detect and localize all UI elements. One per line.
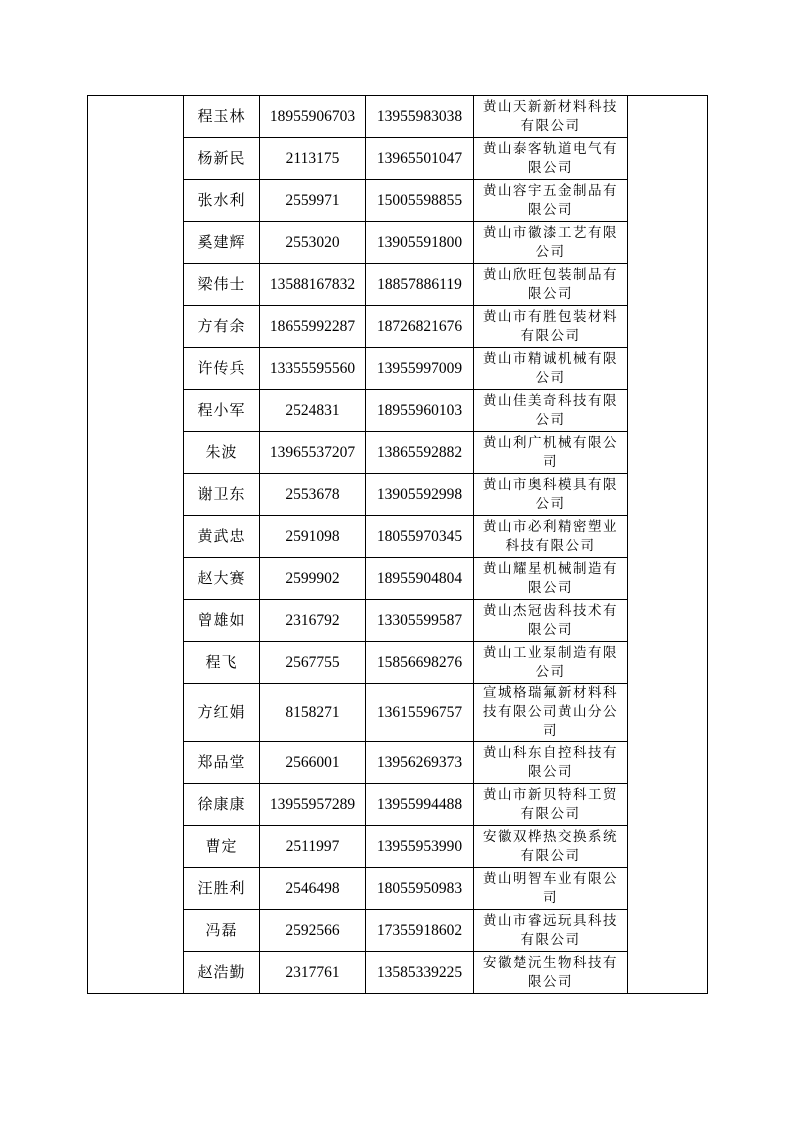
office-phone-cell: 13965537207 [260, 432, 366, 474]
company-name-cell: 黄山工业泵制造有限公司 [474, 642, 628, 684]
mobile-phone-cell: 15005598855 [366, 180, 474, 222]
office-phone-cell: 13955957289 [260, 784, 366, 826]
contact-name-cell: 方有余 [184, 306, 260, 348]
mobile-phone-cell: 13955997009 [366, 348, 474, 390]
company-name-cell: 安徽双桦热交换系统有限公司 [474, 826, 628, 868]
office-phone-cell: 2592566 [260, 910, 366, 952]
office-phone-cell: 18955906703 [260, 96, 366, 138]
office-phone-cell: 18655992287 [260, 306, 366, 348]
contact-name-cell: 梁伟士 [184, 264, 260, 306]
contact-name-cell: 赵浩勤 [184, 952, 260, 994]
company-name-cell: 安徽楚沅生物科技有限公司 [474, 952, 628, 994]
mobile-phone-cell: 13905591800 [366, 222, 474, 264]
mobile-phone-cell: 13955953990 [366, 826, 474, 868]
office-phone-cell: 8158271 [260, 684, 366, 742]
mobile-phone-cell: 18955960103 [366, 390, 474, 432]
office-phone-cell: 2567755 [260, 642, 366, 684]
contact-name-cell: 程飞 [184, 642, 260, 684]
company-name-cell: 宣城格瑞氟新材料科技有限公司黄山分公司 [474, 684, 628, 742]
table-row [88, 96, 708, 138]
company-name-cell: 黄山市奥科模具有限公司 [474, 474, 628, 516]
mobile-phone-cell: 13956269373 [366, 742, 474, 784]
mobile-phone-cell: 18055970345 [366, 516, 474, 558]
mobile-phone-cell: 13585339225 [366, 952, 474, 994]
company-name-cell: 黄山市新贝特科工贸有限公司 [474, 784, 628, 826]
office-phone-cell: 2553678 [260, 474, 366, 516]
contact-name-cell: 程玉林 [184, 96, 260, 138]
contact-name-cell: 冯磊 [184, 910, 260, 952]
office-phone-cell: 13355595560 [260, 348, 366, 390]
mobile-phone-cell: 18857886119 [366, 264, 474, 306]
mobile-phone-cell: 13905592998 [366, 474, 474, 516]
office-phone-cell: 2566001 [260, 742, 366, 784]
contact-name-cell: 许传兵 [184, 348, 260, 390]
mobile-phone-cell: 13965501047 [366, 138, 474, 180]
contact-name-cell: 汪胜利 [184, 868, 260, 910]
office-phone-cell: 2524831 [260, 390, 366, 432]
company-name-cell: 黄山市有胜包装材料有限公司 [474, 306, 628, 348]
office-phone-cell: 2599902 [260, 558, 366, 600]
office-phone-cell: 2553020 [260, 222, 366, 264]
company-name-cell: 黄山杰冠齿科技术有限公司 [474, 600, 628, 642]
contact-name-cell: 杨新民 [184, 138, 260, 180]
mobile-phone-cell: 13955983038 [366, 96, 474, 138]
contact-name-cell: 郑品堂 [184, 742, 260, 784]
contact-name-cell: 徐康康 [184, 784, 260, 826]
mobile-phone-cell: 13305599587 [366, 600, 474, 642]
company-name-cell: 黄山市睿远玩具科技有限公司 [474, 910, 628, 952]
contact-name-cell: 曾雄如 [184, 600, 260, 642]
contact-name-cell: 张水利 [184, 180, 260, 222]
office-phone-cell: 2316792 [260, 600, 366, 642]
company-name-cell: 黄山市必利精密塑业科技有限公司 [474, 516, 628, 558]
office-phone-cell: 2559971 [260, 180, 366, 222]
mobile-phone-cell: 18726821676 [366, 306, 474, 348]
company-name-cell: 黄山利广机械有限公司 [474, 432, 628, 474]
company-name-cell: 黄山明智车业有限公司 [474, 868, 628, 910]
mobile-phone-cell: 18055950983 [366, 868, 474, 910]
mobile-phone-cell: 15856698276 [366, 642, 474, 684]
blank-remarks-column [628, 96, 708, 994]
company-name-cell: 黄山容宇五金制品有限公司 [474, 180, 628, 222]
company-name-cell: 黄山佳美奇科技有限公司 [474, 390, 628, 432]
mobile-phone-cell: 13615596757 [366, 684, 474, 742]
contact-name-cell: 曹定 [184, 826, 260, 868]
company-name-cell: 黄山天新新材料科技有限公司 [474, 96, 628, 138]
office-phone-cell: 2511997 [260, 826, 366, 868]
mobile-phone-cell: 17355918602 [366, 910, 474, 952]
contact-name-cell: 程小军 [184, 390, 260, 432]
office-phone-cell: 2317761 [260, 952, 366, 994]
company-name-cell: 黄山市徽漆工艺有限公司 [474, 222, 628, 264]
contact-name-cell: 赵大赛 [184, 558, 260, 600]
office-phone-cell: 2113175 [260, 138, 366, 180]
office-phone-cell: 2591098 [260, 516, 366, 558]
company-name-cell: 黄山科东自控科技有限公司 [474, 742, 628, 784]
company-name-cell: 黄山欣旺包装制品有限公司 [474, 264, 628, 306]
contact-name-cell: 黄武忠 [184, 516, 260, 558]
company-name-cell: 黄山耀星机械制造有限公司 [474, 558, 628, 600]
blank-index-column [88, 96, 184, 994]
office-phone-cell: 13588167832 [260, 264, 366, 306]
mobile-phone-cell: 18955904804 [366, 558, 474, 600]
contact-name-cell: 方红娟 [184, 684, 260, 742]
contact-name-cell: 奚建辉 [184, 222, 260, 264]
contact-name-cell: 朱波 [184, 432, 260, 474]
mobile-phone-cell: 13865592882 [366, 432, 474, 474]
company-name-cell: 黄山市精诚机械有限公司 [474, 348, 628, 390]
contact-name-cell: 谢卫东 [184, 474, 260, 516]
office-phone-cell: 2546498 [260, 868, 366, 910]
contact-table [87, 95, 708, 994]
contact-table-body [88, 96, 708, 994]
mobile-phone-cell: 13955994488 [366, 784, 474, 826]
company-name-cell: 黄山泰客轨道电气有限公司 [474, 138, 628, 180]
